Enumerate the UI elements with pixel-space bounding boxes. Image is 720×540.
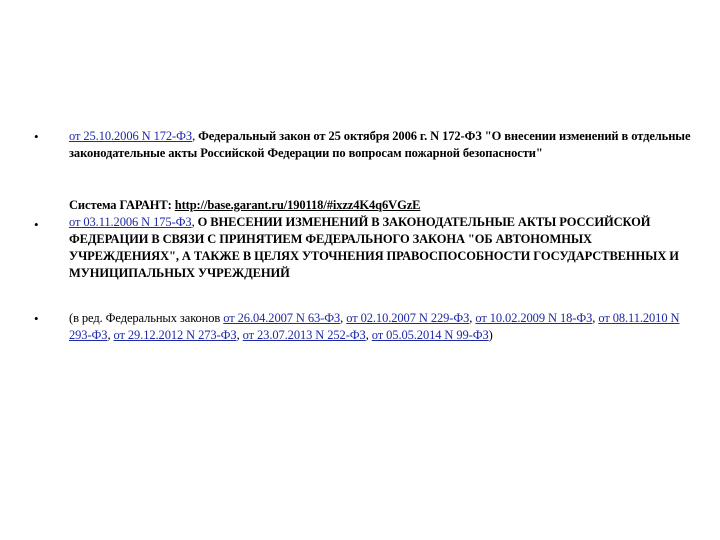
item-1-text: Федеральный закон от 25 октября 2006 г. N 172-ФЗ "О внесении изменений в отдельные законодательные акты Российской Федерации по вопросам пожарной безопасности": [69, 129, 691, 160]
amendment-link[interactable]: от 08.11.2010 N 293-ФЗ: [69, 311, 680, 342]
bullet-2: •: [34, 217, 39, 232]
amendment-link[interactable]: от 05.05.2014 N 99-ФЗ: [371, 328, 489, 342]
amendment-link[interactable]: от 10.02.2009 N 18-ФЗ: [475, 311, 593, 325]
item-2-text: О ВНЕСЕНИИ ИЗМЕНЕНИЙ В ЗАКОНОДАТЕЛЬНЫЕ АКТЫ РОССИЙСКОЙ ФЕДЕРАЦИИ В СВЯЗИ С ПРИНЯТИЕМ ФЕДЕРАЛЬНОГО ЗАКОНА "ОБ АВТОНОМНЫХ УЧРЕЖДЕНИЯХ", А ТАКЖЕ В ЦЕЛЯХ УТОЧНЕНИЯ ПРАВОСПОСОБНОСТИ ГОСУДАРСТВЕННЫХ И МУНИЦИПАЛЬНЫХ УЧРЕЖДЕНИЙ: [69, 215, 679, 280]
item-1-paragraph: [69, 128, 694, 162]
separator: ,: [107, 328, 111, 342]
amendment-link[interactable]: от 02.10.2007 N 229-ФЗ: [346, 311, 470, 325]
separator: ,: [340, 311, 344, 325]
amendment-link[interactable]: от 23.07.2013 N 252-ФЗ: [242, 328, 366, 342]
separator: ,: [365, 328, 369, 342]
garant-system-label: Система ГАРАНТ:: [69, 198, 172, 212]
item-2-paragraph: Система ГАРАНТ: http://base.garant.ru/190118/#ixzz4K4q6VGzE от 03.11.2006 N 175-ФЗ, О ВНЕСЕНИИ ИЗМЕНЕНИЙ В ЗАКОНОДАТЕЛЬНЫЕ АКТЫ РОССИЙСКОЙ ФЕДЕРАЦИИ В СВЯЗИ С ПРИНЯТИЕМ ФЕДЕРАЛЬНОГО ЗАКОНА "ОБ АВТОНОМНЫХ УЧРЕЖДЕНИЯХ", А ТАКЖЕ В ЦЕЛЯХ УТОЧНЕНИЯ ПРАВОСПОСОБНОСТИ ГОСУДАРСТВЕННЫХ И МУНИЦИПАЛЬНЫХ УЧРЕЖДЕНИЙ: [69, 198, 679, 280]
amendment-link[interactable]: от 29.12.2012 N 273-ФЗ: [113, 328, 237, 342]
amendments-prefix: (в ред. Федеральных законов: [69, 311, 221, 325]
law-link-175fz[interactable]: от 03.11.2006 N 175-ФЗ: [69, 215, 192, 229]
separator: ,: [469, 311, 473, 325]
garant-url-link[interactable]: http://base.garant.ru/190118/#ixzz4K4q6VGzE: [174, 198, 421, 212]
bullet-1: •: [34, 129, 39, 144]
amendment-link[interactable]: от 26.04.2007 N 63-ФЗ: [223, 311, 341, 325]
bullet-3: •: [34, 311, 39, 326]
item-3-paragraph: [69, 310, 694, 344]
separator: ,: [592, 311, 596, 325]
law-link-172fz[interactable]: от 25.10.2006 N 172-ФЗ: [69, 129, 193, 143]
separator: ,: [236, 328, 240, 342]
item-1-separator: ,: [192, 129, 196, 143]
amendments-suffix: ): [488, 328, 493, 342]
